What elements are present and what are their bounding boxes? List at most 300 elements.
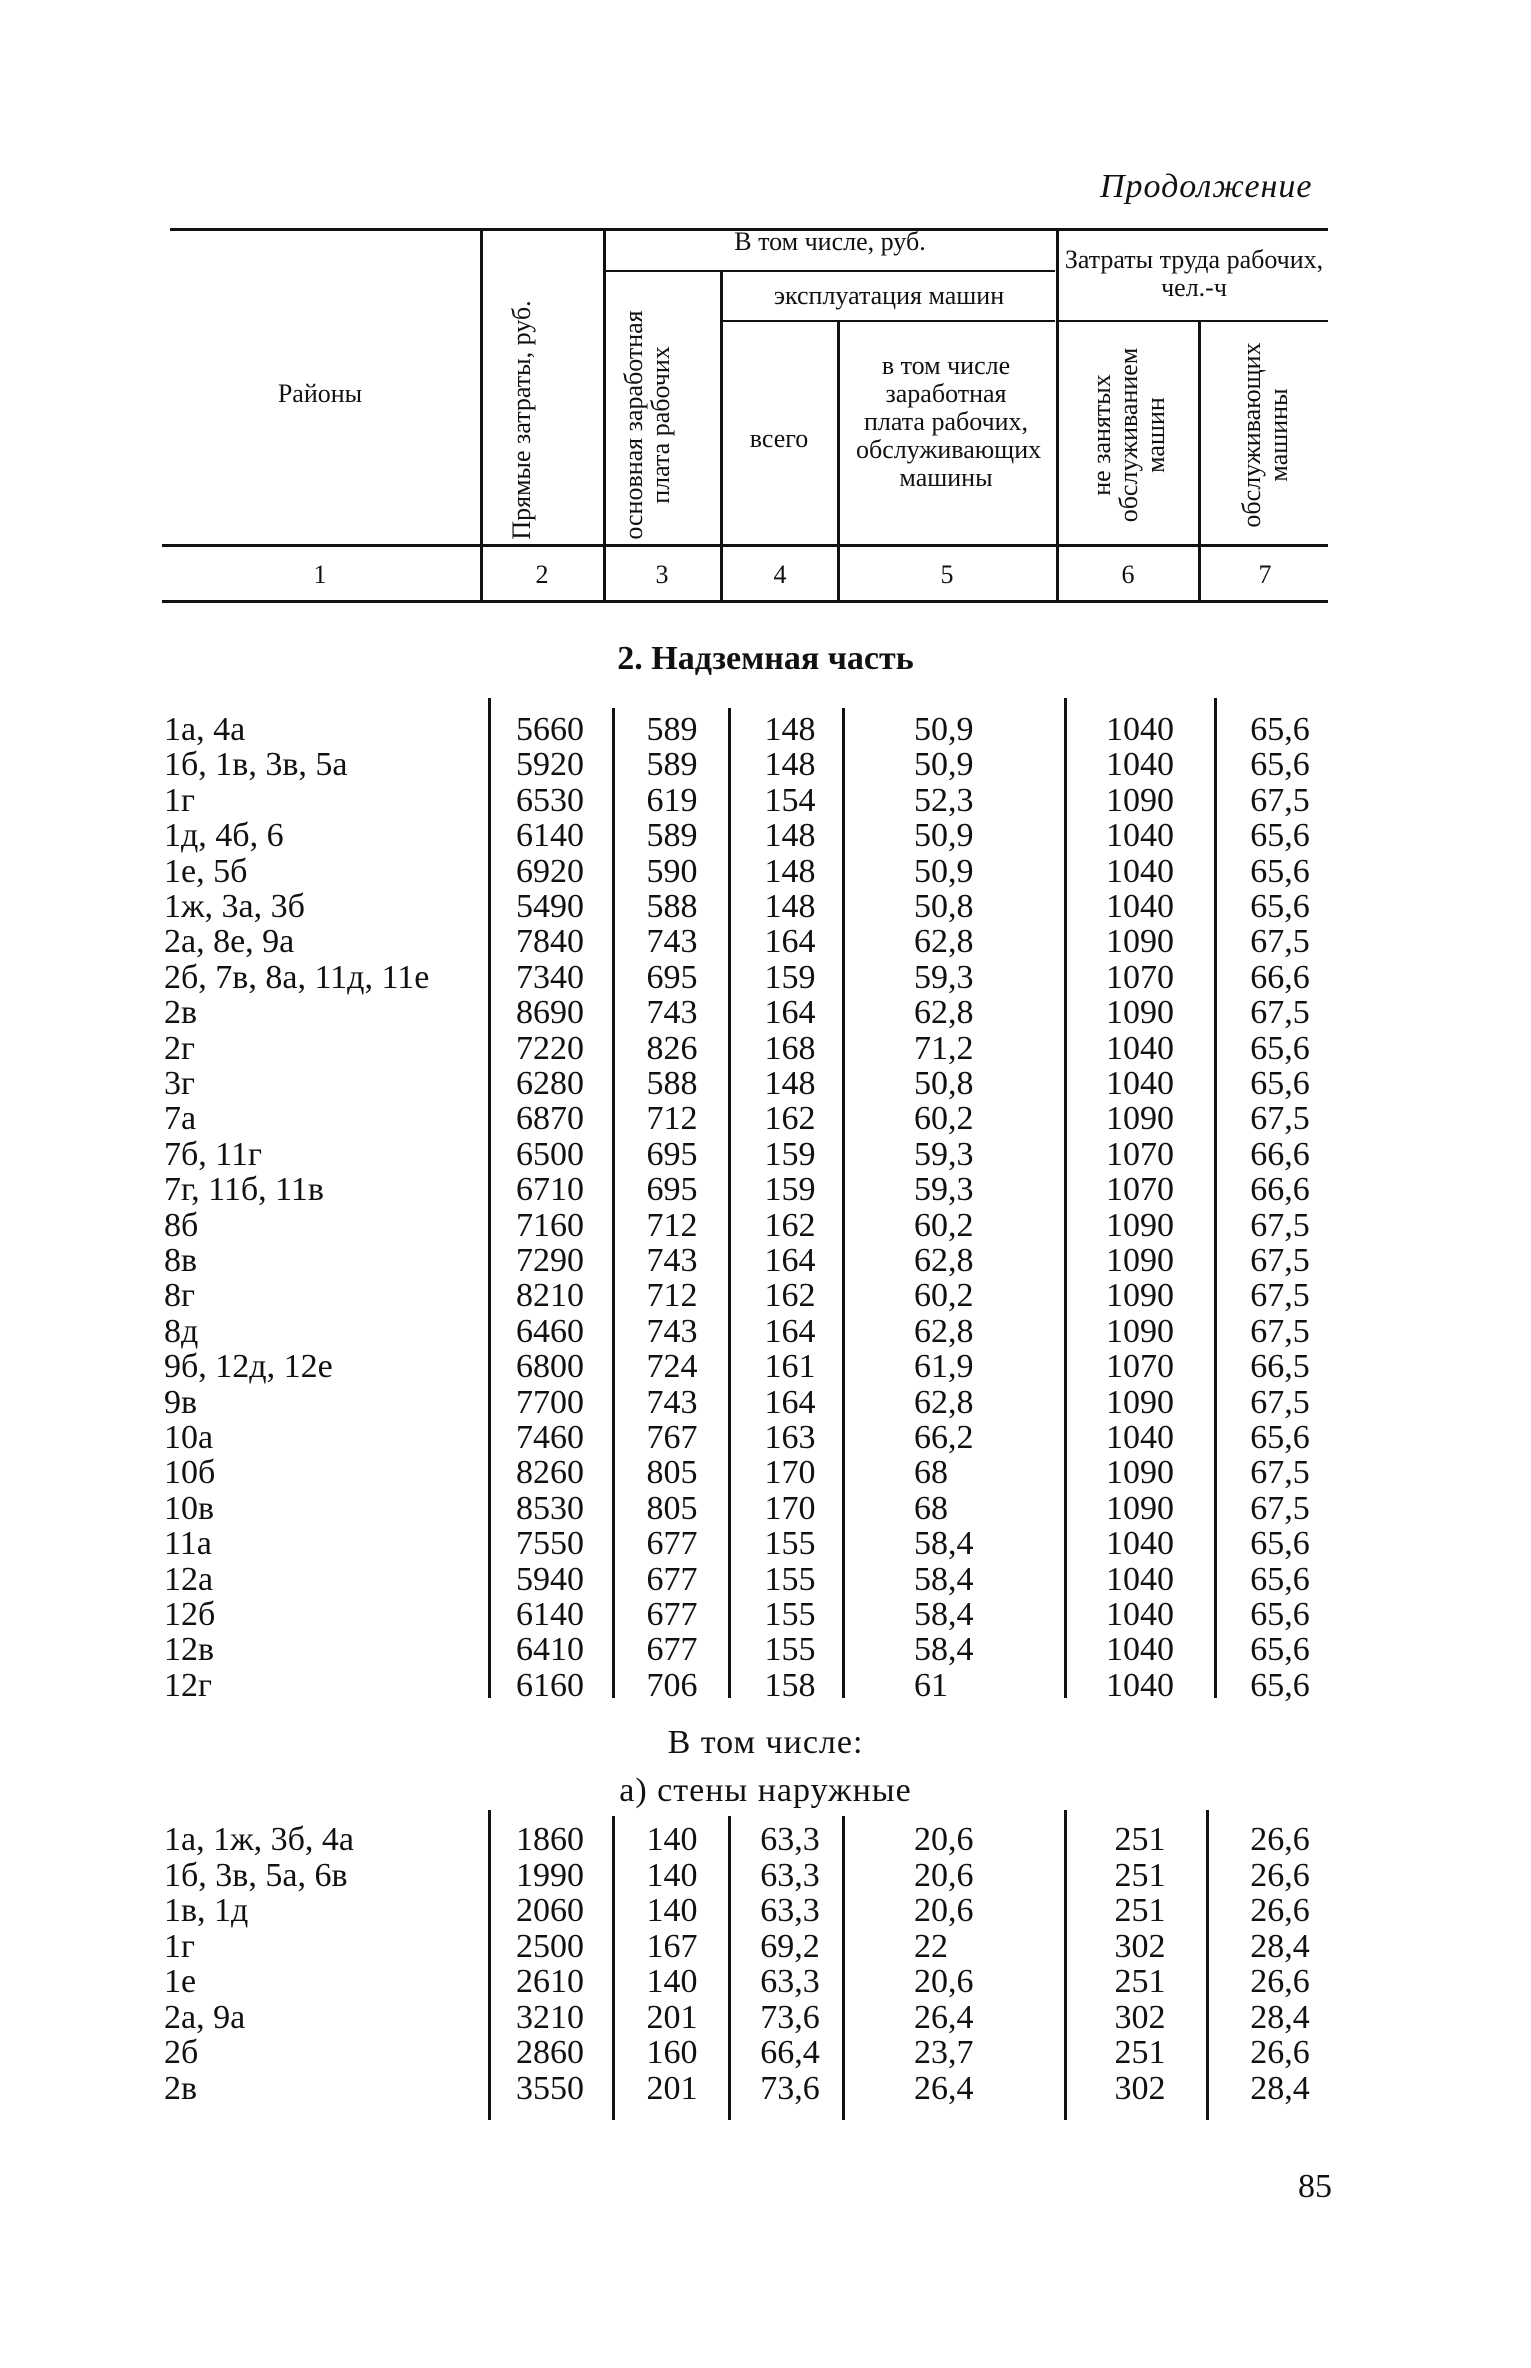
table-row <box>0 1101 1531 1136</box>
colnum-bottom-rule <box>162 600 1328 603</box>
header-regions: Районы <box>277 379 363 408</box>
machines-total-cell: 170 <box>764 1454 816 1492</box>
machines-total-cell: 164 <box>764 923 816 961</box>
header-not-machine: не занятых обслуживанием машин <box>1087 347 1170 523</box>
machines-total-cell: 168 <box>764 1029 816 1067</box>
labor-machine-cell: 28,4 <box>1250 1927 1310 1965</box>
direct-costs-cell: 6280 <box>516 1065 584 1102</box>
table-row <box>0 1208 1531 1243</box>
main-wage-cell: 695 <box>646 958 698 996</box>
table-row <box>0 1314 1531 1349</box>
labor-not-machine-cell: 1090 <box>1106 781 1174 819</box>
region-cell: 9б, 12д, 12е <box>164 1348 333 1386</box>
region-cell: 2а, 8е, 9а <box>164 923 295 961</box>
direct-costs-cell: 7220 <box>516 1029 584 1067</box>
section-title: 2. Надземная часть <box>617 640 914 677</box>
table-row <box>0 2000 1531 2035</box>
labor-machine-cell: 67,5 <box>1250 1100 1310 1138</box>
machine-wage-cell: 20,6 <box>914 1856 974 1894</box>
machine-wage-cell: 60,2 <box>914 1277 974 1315</box>
machines-total-cell: 155 <box>764 1631 816 1669</box>
region-cell: 1е, 5б <box>164 852 248 890</box>
table-row <box>0 1066 1531 1101</box>
machines-total-cell: 161 <box>764 1348 816 1386</box>
region-cell: 2б, 7в, 8а, 11д, 11е <box>164 958 430 996</box>
machines-total-cell: 155 <box>764 1560 816 1598</box>
machine-wage-cell: 23,7 <box>914 2034 974 2071</box>
labor-not-machine-cell: 302 <box>1114 2069 1166 2107</box>
main-wage-cell: 743 <box>646 1383 698 1421</box>
main-wage-cell: 589 <box>646 711 698 748</box>
table-row <box>0 1278 1531 1313</box>
machine-wage-cell: 26,4 <box>914 2069 974 2107</box>
main-wage-cell: 677 <box>646 1596 698 1633</box>
labor-machine-cell: 67,5 <box>1250 1242 1310 1279</box>
machine-wage-cell: 59,3 <box>914 1171 974 1209</box>
column-number-6: 6 <box>1121 560 1135 589</box>
labor-machine-cell: 28,4 <box>1250 1998 1310 2036</box>
labor-machine-cell: 65,6 <box>1250 1525 1310 1563</box>
labor-not-machine-cell: 1070 <box>1106 958 1174 996</box>
machines-total-cell: 155 <box>764 1596 816 1633</box>
labor-not-machine-cell: 1040 <box>1106 1560 1174 1598</box>
direct-costs-cell: 6800 <box>516 1348 584 1386</box>
labor-not-machine-cell: 1090 <box>1106 1312 1174 1350</box>
direct-costs-cell: 6870 <box>516 1100 584 1138</box>
table-row <box>0 1632 1531 1667</box>
direct-costs-cell: 5660 <box>516 711 584 748</box>
labor-not-machine-cell: 251 <box>1114 1892 1166 1929</box>
labor-not-machine-cell: 302 <box>1114 1927 1166 1965</box>
main-wage-cell: 589 <box>646 746 698 784</box>
labor-not-machine-cell: 251 <box>1114 2034 1166 2071</box>
region-cell: 7г, 11б, 11в <box>164 1171 324 1209</box>
direct-costs-cell: 6710 <box>516 1171 584 1209</box>
direct-costs-cell: 6530 <box>516 781 584 819</box>
direct-costs-cell: 8260 <box>516 1454 584 1492</box>
table-row <box>0 854 1531 889</box>
machines-total-cell: 148 <box>764 852 816 890</box>
labor-not-machine-cell: 302 <box>1114 1998 1166 2036</box>
machines-total-cell: 159 <box>764 958 816 996</box>
header-machine-operation: эксплуатация машин <box>773 281 1005 310</box>
labor-machine-cell: 67,5 <box>1250 1277 1310 1315</box>
main-wage-cell: 712 <box>646 1100 698 1138</box>
header-rule-labor <box>1058 320 1328 322</box>
region-cell: 10в <box>164 1489 215 1527</box>
direct-costs-cell: 7840 <box>516 923 584 961</box>
labor-not-machine-cell: 1090 <box>1106 1242 1174 1279</box>
labor-machine-cell: 26,6 <box>1250 1856 1310 1894</box>
main-wage-cell: 767 <box>646 1419 698 1456</box>
table-row <box>0 1858 1531 1893</box>
table-row <box>0 1455 1531 1490</box>
region-cell: 8д <box>164 1312 199 1350</box>
machine-wage-cell: 50,8 <box>914 888 974 925</box>
machine-wage-cell: 62,8 <box>914 994 974 1032</box>
table-row <box>0 1668 1531 1703</box>
main-wage-cell: 588 <box>646 1065 698 1102</box>
machines-total-cell: 163 <box>764 1419 816 1456</box>
labor-not-machine-cell: 1090 <box>1106 1454 1174 1492</box>
machines-total-cell: 73,6 <box>760 2069 820 2107</box>
labor-not-machine-cell: 1040 <box>1106 1419 1174 1456</box>
machines-total-cell: 164 <box>764 1242 816 1279</box>
labor-machine-cell: 67,5 <box>1250 781 1310 819</box>
direct-costs-cell: 5920 <box>516 746 584 784</box>
header-including: В том числе, руб. <box>734 227 926 256</box>
labor-machine-cell: 65,6 <box>1250 1631 1310 1669</box>
header-divider-4 <box>837 322 840 600</box>
direct-costs-cell: 7700 <box>516 1383 584 1421</box>
direct-costs-cell: 5940 <box>516 1560 584 1598</box>
machine-wage-cell: 61,9 <box>914 1348 974 1386</box>
direct-costs-cell: 7550 <box>516 1525 584 1563</box>
region-cell: 1в, 1д <box>164 1892 249 1929</box>
region-cell: 7б, 11г <box>164 1135 262 1173</box>
labor-machine-cell: 66,5 <box>1250 1348 1310 1386</box>
main-wage-cell: 201 <box>646 2069 698 2107</box>
direct-costs-cell: 2500 <box>516 1927 584 1965</box>
main-wage-cell: 695 <box>646 1171 698 1209</box>
machine-wage-cell: 50,9 <box>914 817 974 855</box>
table-row <box>0 2035 1531 2070</box>
machines-total-cell: 170 <box>764 1489 816 1527</box>
machine-wage-cell: 26,4 <box>914 1998 974 2036</box>
table-row <box>0 1243 1531 1278</box>
labor-not-machine-cell: 1070 <box>1106 1348 1174 1386</box>
direct-costs-cell: 2610 <box>516 1963 584 2000</box>
labor-not-machine-cell: 1040 <box>1106 1631 1174 1669</box>
labor-machine-cell: 65,6 <box>1250 1029 1310 1067</box>
table-row <box>0 960 1531 995</box>
table-row <box>0 818 1531 853</box>
labor-machine-cell: 26,6 <box>1250 1892 1310 1929</box>
labor-machine-cell: 65,6 <box>1250 1065 1310 1102</box>
machines-total-cell: 69,2 <box>760 1927 820 1965</box>
direct-costs-cell: 6160 <box>516 1666 584 1704</box>
machine-wage-cell: 59,3 <box>914 1135 974 1173</box>
main-wage-cell: 695 <box>646 1135 698 1173</box>
region-cell: 1г <box>164 1927 195 1965</box>
main-wage-cell: 140 <box>646 1821 698 1858</box>
machines-total-cell: 63,3 <box>760 1821 820 1858</box>
machine-wage-cell: 50,9 <box>914 852 974 890</box>
region-cell: 1а, 1ж, 3б, 4а <box>164 1821 354 1858</box>
main-wage-cell: 743 <box>646 923 698 961</box>
region-cell: 1б, 1в, 3в, 5а <box>164 746 348 784</box>
machines-total-cell: 63,3 <box>760 1856 820 1894</box>
column-number-2: 2 <box>535 560 549 589</box>
labor-not-machine-cell: 1040 <box>1106 852 1174 890</box>
labor-machine-cell: 65,6 <box>1250 746 1310 784</box>
labor-machine-cell: 65,6 <box>1250 852 1310 890</box>
region-cell: 1ж, 3а, 3б <box>164 888 305 925</box>
labor-machine-cell: 65,6 <box>1250 888 1310 925</box>
labor-machine-cell: 26,6 <box>1250 1821 1310 1858</box>
main-wage-cell: 167 <box>646 1927 698 1965</box>
table-row <box>0 747 1531 782</box>
column-number-1: 1 <box>313 560 327 589</box>
direct-costs-cell: 7160 <box>516 1206 584 1244</box>
labor-not-machine-cell: 1040 <box>1106 1666 1174 1704</box>
labor-not-machine-cell: 1090 <box>1106 1206 1174 1244</box>
machine-wage-cell: 50,9 <box>914 711 974 748</box>
machines-total-cell: 63,3 <box>760 1892 820 1929</box>
region-cell: 2а, 9а <box>164 1998 246 2036</box>
region-cell: 2б <box>164 2034 199 2071</box>
machine-wage-cell: 68 <box>914 1489 948 1527</box>
labor-machine-cell: 67,5 <box>1250 923 1310 961</box>
labor-machine-cell: 67,5 <box>1250 1312 1310 1350</box>
direct-costs-cell: 8690 <box>516 994 584 1032</box>
machines-total-cell: 162 <box>764 1277 816 1315</box>
main-wage-cell: 805 <box>646 1454 698 1492</box>
direct-costs-cell: 2060 <box>516 1892 584 1929</box>
subsection-title: а) стены наружные <box>619 1772 912 1809</box>
table-row <box>0 1929 1531 1964</box>
labor-machine-cell: 65,6 <box>1250 711 1310 748</box>
machine-wage-cell: 68 <box>914 1454 948 1492</box>
main-wage-cell: 743 <box>646 994 698 1032</box>
region-cell: 3г <box>164 1065 195 1102</box>
column-number-5: 5 <box>940 560 954 589</box>
direct-costs-cell: 3210 <box>516 1998 584 2036</box>
region-cell: 12в <box>164 1631 215 1669</box>
machine-wage-cell: 22 <box>914 1927 948 1965</box>
region-cell: 12г <box>164 1666 212 1704</box>
direct-costs-cell: 3550 <box>516 2069 584 2107</box>
main-wage-cell: 160 <box>646 2034 698 2071</box>
labor-machine-cell: 65,6 <box>1250 1419 1310 1456</box>
main-wage-cell: 724 <box>646 1348 698 1386</box>
table-row <box>0 2071 1531 2106</box>
labor-machine-cell: 65,6 <box>1250 1596 1310 1633</box>
column-number-3: 3 <box>655 560 669 589</box>
main-wage-cell: 712 <box>646 1206 698 1244</box>
machine-wage-cell: 58,4 <box>914 1560 974 1598</box>
header-divider-6 <box>1198 322 1201 600</box>
table-row <box>0 889 1531 924</box>
header-divider-5 <box>1056 228 1059 600</box>
header-total: всего <box>749 424 809 453</box>
main-wage-cell: 677 <box>646 1631 698 1669</box>
labor-not-machine-cell: 1040 <box>1106 746 1174 784</box>
machine-wage-cell: 50,9 <box>914 746 974 784</box>
main-wage-cell: 140 <box>646 1856 698 1894</box>
labor-machine-cell: 67,5 <box>1250 1206 1310 1244</box>
main-wage-cell: 743 <box>646 1242 698 1279</box>
labor-machine-cell: 66,6 <box>1250 1135 1310 1173</box>
header-divider-3 <box>720 272 723 600</box>
machines-total-cell: 154 <box>764 781 816 819</box>
table-row <box>0 712 1531 747</box>
machine-wage-cell: 58,4 <box>914 1525 974 1563</box>
machine-wage-cell: 58,4 <box>914 1631 974 1669</box>
header-rule-machines <box>722 320 1055 322</box>
labor-not-machine-cell: 251 <box>1114 1856 1166 1894</box>
machines-total-cell: 66,4 <box>760 2034 820 2071</box>
main-wage-cell: 140 <box>646 1892 698 1929</box>
labor-machine-cell: 26,6 <box>1250 2034 1310 2071</box>
labor-not-machine-cell: 1040 <box>1106 1525 1174 1563</box>
labor-not-machine-cell: 1090 <box>1106 1489 1174 1527</box>
labor-machine-cell: 67,5 <box>1250 1454 1310 1492</box>
region-cell: 2г <box>164 1029 195 1067</box>
machine-wage-cell: 61 <box>914 1666 948 1704</box>
header-main-wage: основная заработная плата рабочих <box>619 310 675 540</box>
table-row <box>0 1349 1531 1384</box>
labor-not-machine-cell: 1090 <box>1106 1383 1174 1421</box>
table-row <box>0 1385 1531 1420</box>
region-cell: 1е <box>164 1963 197 2000</box>
machines-total-cell: 164 <box>764 1383 816 1421</box>
table-row <box>0 1964 1531 1999</box>
direct-costs-cell: 2860 <box>516 2034 584 2071</box>
machine-wage-cell: 62,8 <box>914 1312 974 1350</box>
main-wage-cell: 805 <box>646 1489 698 1527</box>
header-direct-costs: Прямые затраты, руб. <box>507 300 536 540</box>
labor-machine-cell: 28,4 <box>1250 2069 1310 2107</box>
direct-costs-cell: 5490 <box>516 888 584 925</box>
machine-wage-cell: 59,3 <box>914 958 974 996</box>
labor-not-machine-cell: 1090 <box>1106 1277 1174 1315</box>
machine-wage-cell: 60,2 <box>914 1206 974 1244</box>
region-cell: 8в <box>164 1242 198 1279</box>
region-cell: 2в <box>164 994 198 1032</box>
region-cell: 2в <box>164 2069 198 2107</box>
machine-wage-cell: 71,2 <box>914 1029 974 1067</box>
machines-total-cell: 162 <box>764 1206 816 1244</box>
region-cell: 9в <box>164 1383 198 1421</box>
table-row <box>0 1562 1531 1597</box>
main-wage-cell: 619 <box>646 781 698 819</box>
machines-total-cell: 164 <box>764 994 816 1032</box>
labor-not-machine-cell: 1090 <box>1106 994 1174 1032</box>
region-cell: 10а <box>164 1419 214 1456</box>
main-wage-cell: 140 <box>646 1963 698 2000</box>
machines-total-cell: 164 <box>764 1312 816 1350</box>
table-row <box>0 995 1531 1030</box>
main-wage-cell: 201 <box>646 1998 698 2036</box>
table-row <box>0 1893 1531 1928</box>
region-cell: 1д, 4б, 6 <box>164 817 284 855</box>
machine-wage-cell: 66,2 <box>914 1419 974 1456</box>
labor-machine-cell: 65,6 <box>1250 1560 1310 1598</box>
main-wage-cell: 588 <box>646 888 698 925</box>
main-wage-cell: 677 <box>646 1525 698 1563</box>
labor-not-machine-cell: 1090 <box>1106 923 1174 961</box>
table-row <box>0 1420 1531 1455</box>
table-row <box>0 783 1531 818</box>
region-cell: 8г <box>164 1277 195 1315</box>
table-row <box>0 1822 1531 1857</box>
labor-machine-cell: 26,6 <box>1250 1963 1310 2000</box>
labor-not-machine-cell: 1070 <box>1106 1171 1174 1209</box>
labor-not-machine-cell: 1040 <box>1106 1596 1174 1633</box>
main-wage-cell: 706 <box>646 1666 698 1704</box>
direct-costs-cell: 8530 <box>516 1489 584 1527</box>
labor-not-machine-cell: 1040 <box>1106 1065 1174 1102</box>
region-cell: 10б <box>164 1454 216 1492</box>
machine-wage-cell: 62,8 <box>914 923 974 961</box>
table-row <box>0 1031 1531 1066</box>
machine-wage-cell: 20,6 <box>914 1963 974 2000</box>
direct-costs-cell: 6410 <box>516 1631 584 1669</box>
machine-wage-cell: 52,3 <box>914 781 974 819</box>
machine-wage-cell: 20,6 <box>914 1821 974 1858</box>
direct-costs-cell: 7290 <box>516 1242 584 1279</box>
machines-total-cell: 158 <box>764 1666 816 1704</box>
region-cell: 11а <box>164 1525 212 1563</box>
main-wage-cell: 589 <box>646 817 698 855</box>
machines-total-cell: 148 <box>764 817 816 855</box>
direct-costs-cell: 6460 <box>516 1312 584 1350</box>
labor-not-machine-cell: 1040 <box>1106 817 1174 855</box>
table-row <box>0 924 1531 959</box>
labor-not-machine-cell: 251 <box>1114 1963 1166 2000</box>
header-divider-1 <box>480 228 483 600</box>
labor-machine-cell: 65,6 <box>1250 817 1310 855</box>
table-row <box>0 1172 1531 1207</box>
main-wage-cell: 590 <box>646 852 698 890</box>
labor-machine-cell: 66,6 <box>1250 958 1310 996</box>
header-bottom-rule <box>162 544 1328 547</box>
labor-not-machine-cell: 1040 <box>1106 1029 1174 1067</box>
direct-costs-cell: 1990 <box>516 1856 584 1894</box>
labor-not-machine-cell: 1040 <box>1106 711 1174 748</box>
machines-total-cell: 159 <box>764 1135 816 1173</box>
region-cell: 1а, 4а <box>164 711 246 748</box>
machine-wage-cell: 50,8 <box>914 1065 974 1102</box>
main-wage-cell: 677 <box>646 1560 698 1598</box>
table-row <box>0 1137 1531 1172</box>
machine-wage-cell: 62,8 <box>914 1242 974 1279</box>
region-cell: 12а <box>164 1560 214 1598</box>
region-cell: 12б <box>164 1596 216 1633</box>
column-number-4: 4 <box>773 560 787 589</box>
labor-machine-cell: 67,5 <box>1250 1383 1310 1421</box>
labor-machine-cell: 66,6 <box>1250 1171 1310 1209</box>
labor-not-machine-cell: 1090 <box>1106 1100 1174 1138</box>
continuation-label: Продолжение <box>1100 168 1313 205</box>
machines-total-cell: 155 <box>764 1525 816 1563</box>
machine-wage-cell: 60,2 <box>914 1100 974 1138</box>
main-wage-cell: 743 <box>646 1312 698 1350</box>
header-divider-2 <box>603 228 606 600</box>
column-number-7: 7 <box>1258 560 1272 589</box>
main-wage-cell: 826 <box>646 1029 698 1067</box>
table-row <box>0 1526 1531 1561</box>
direct-costs-cell: 6920 <box>516 852 584 890</box>
machines-total-cell: 148 <box>764 1065 816 1102</box>
direct-costs-cell: 1860 <box>516 1821 584 1858</box>
labor-machine-cell: 67,5 <box>1250 1489 1310 1527</box>
machines-total-cell: 148 <box>764 746 816 784</box>
region-cell: 1г <box>164 781 195 819</box>
page-number: 85 <box>1298 2168 1332 2205</box>
region-cell: 8б <box>164 1206 199 1244</box>
main-wage-cell: 712 <box>646 1277 698 1315</box>
direct-costs-cell: 6140 <box>516 817 584 855</box>
header-rule-including <box>605 270 1055 272</box>
machines-total-cell: 148 <box>764 711 816 748</box>
labor-not-machine-cell: 1040 <box>1106 888 1174 925</box>
direct-costs-cell: 8210 <box>516 1277 584 1315</box>
region-cell: 1б, 3в, 5а, 6в <box>164 1856 348 1894</box>
machine-wage-cell: 58,4 <box>914 1596 974 1633</box>
direct-costs-cell: 7460 <box>516 1419 584 1456</box>
